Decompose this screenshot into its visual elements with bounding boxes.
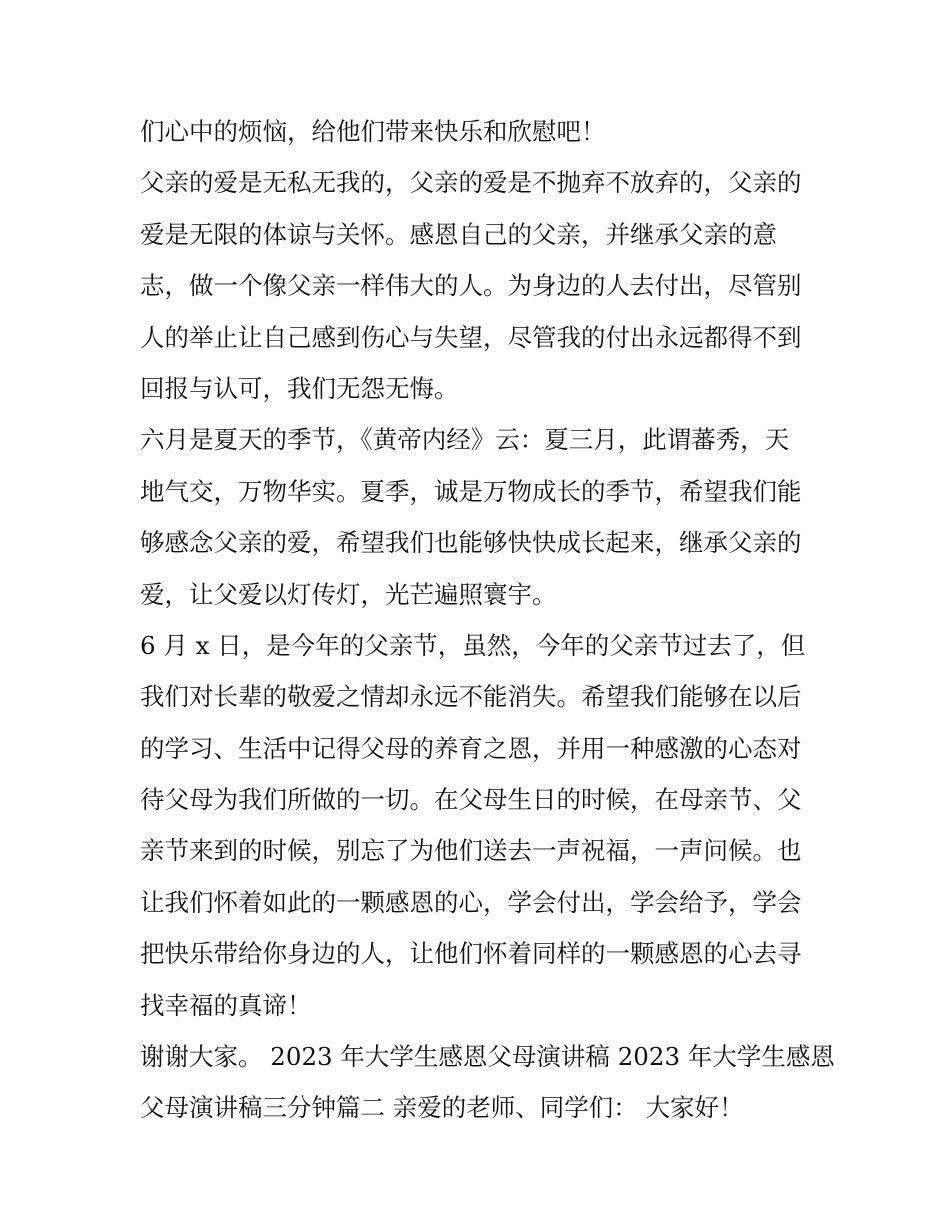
text-line: 找幸福的真谛！ (140, 990, 312, 1020)
text-line: 够感念父亲的爱，希望我们也能够快快成长起来，继承父亲的 (140, 528, 802, 558)
text-line: 父母演讲稿三分钟篇二 亲爱的老师、同学们： 大家好！ (140, 1093, 744, 1123)
text-line: 人的举止让自己感到伤心与失望，尽管我的付出永远都得不到 (140, 322, 802, 352)
text-line: 亲节来到的时候，别忘了为他们送去一声祝福，一声问候。也 (140, 836, 802, 866)
document-body (140, 106, 835, 1134)
text-line: 志，做一个像父亲一样伟大的人。为身边的人去付出，尽管别 (140, 271, 802, 301)
text-line: 我们对长辈的敬爱之情却永远不能消失。希望我们能够在以后 (140, 682, 802, 712)
text-line: 待父母为我们所做的一切。在父母生日的时候，在母亲节、父 (140, 785, 802, 815)
text-line: 的学习、生活中记得父母的养育之恩，并用一种感激的心态对 (140, 733, 802, 763)
text-line: 6 月 x 日，是今年的父亲节，虽然，今年的父亲节过去了，但 (140, 630, 806, 660)
text-line: 谢谢大家。 2023 年大学生感恩父母演讲稿 2023 年大学生感恩 (140, 1042, 835, 1072)
text-line: 六月是夏天的季节，《黄帝内经》云：夏三月，此谓蕃秀，天 (140, 425, 790, 455)
text-line: 让我们怀着如此的一颗感恩的心，学会付出，学会给予，学会 (140, 887, 802, 917)
text-line: 地气交，万物华实。夏季，诚是万物成长的季节，希望我们能 (140, 476, 802, 506)
text-line: 把快乐带给你身边的人，让他们怀着同样的一颗感恩的心去寻 (140, 939, 802, 969)
text-line: 父亲的爱是无私无我的，父亲的爱是不抛弃不放弃的，父亲的 (140, 168, 802, 198)
text-line: 爱，让父爱以灯传灯，光芒遍照寰宇。 (140, 579, 557, 609)
text-line: 爱是无限的体谅与关怀。感恩自己的父亲，并继承父亲的意 (140, 219, 777, 249)
text-line: 们心中的烦恼，给他们带来快乐和欣慰吧！ (140, 117, 606, 146)
text-line: 回报与认可，我们无怨无悔。 (140, 373, 459, 403)
